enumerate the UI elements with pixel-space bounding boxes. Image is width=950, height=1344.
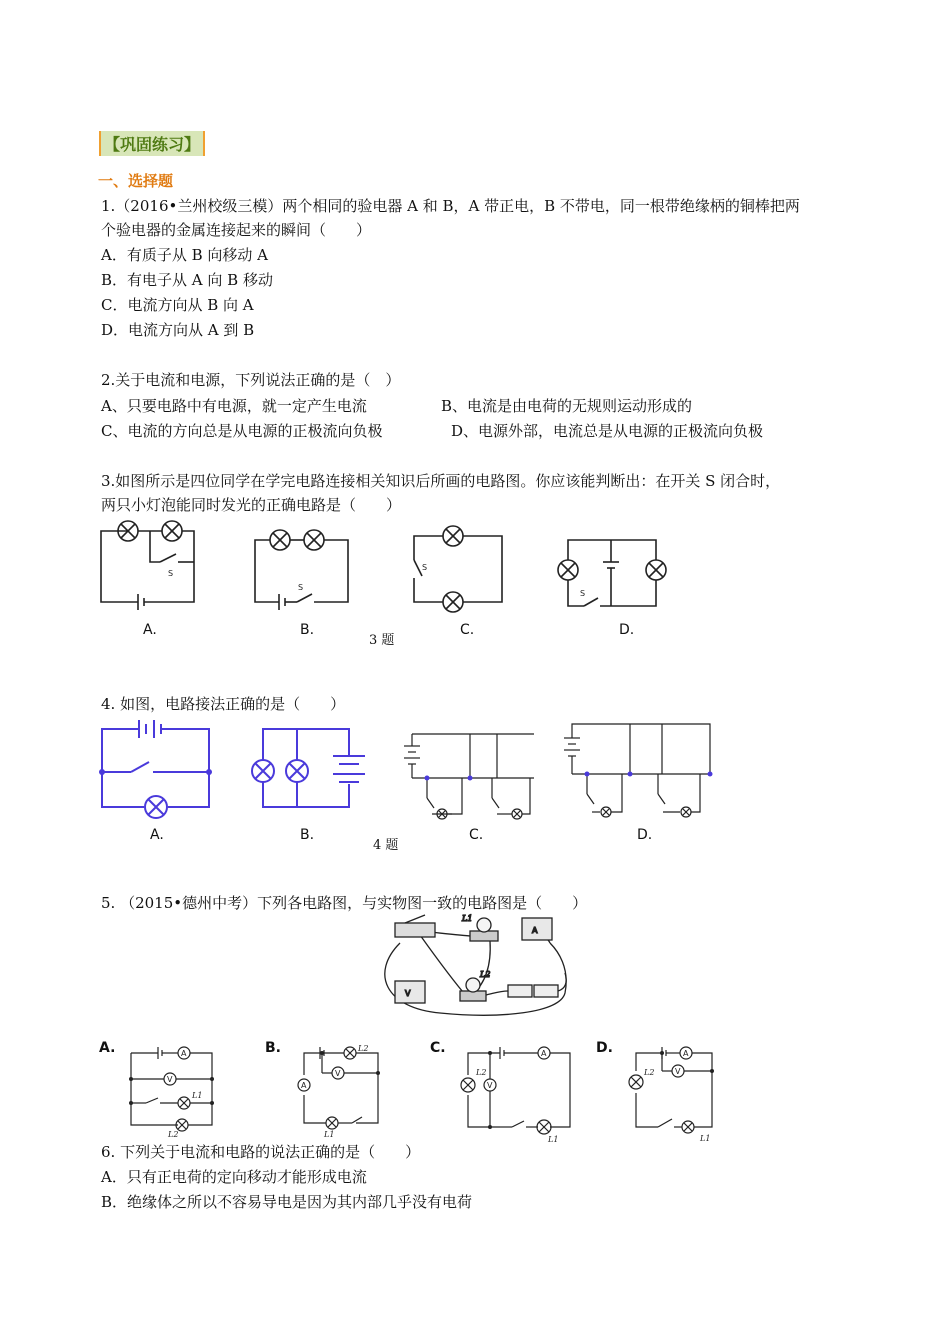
q3-circuit-c: [408, 518, 518, 608]
svg-text:L1: L1: [324, 1130, 335, 1139]
svg-text:L2: L2: [358, 1044, 369, 1053]
q3-label-b: B.: [300, 622, 315, 638]
q5-physical-circuit-illustration: [380, 913, 580, 1025]
q4-circuit-d: [562, 716, 717, 826]
svg-text:V: V: [335, 1069, 341, 1078]
svg-text:V: V: [675, 1067, 681, 1076]
section-tag: 【巩固练习】: [99, 131, 205, 156]
q3-label-a: A.: [143, 622, 157, 638]
svg-text:V: V: [487, 1081, 493, 1090]
q3-label-d: D.: [619, 622, 635, 638]
q4-label-c: C.: [469, 827, 484, 843]
svg-text:L1: L1: [548, 1135, 559, 1144]
svg-text:S: S: [580, 589, 586, 598]
q1-stem-line1: 1.（2016•兰州校级三模）两个相同的验电器 A 和 B，A 带正电，B 不带电，同一根带绝缘柄的铜棒把两: [101, 197, 800, 215]
q1-option-b: B．有电子从 A 向 B 移动: [101, 271, 273, 289]
q2-option-b: B、电流是由电荷的无规则运动形成的: [441, 397, 693, 415]
q4-figure-note: 4 题: [373, 838, 399, 853]
q4-label-a: A.: [150, 827, 164, 843]
svg-text:A: A: [532, 926, 538, 935]
q1-option-d: D．电流方向从 A 到 B: [101, 321, 255, 339]
svg-text:L2: L2: [644, 1068, 655, 1077]
q4-label-b: B.: [300, 827, 315, 843]
q4-circuit-c: [402, 726, 537, 826]
svg-text:L2: L2: [168, 1130, 179, 1139]
svg-text:L2: L2: [480, 970, 491, 979]
svg-text:L1: L1: [192, 1091, 203, 1100]
svg-text:S: S: [422, 563, 428, 572]
svg-text:S: S: [168, 569, 174, 578]
q2-option-a: A、只要电路中有电源，就一定产生电流: [101, 397, 367, 415]
q3-circuit-a: [98, 518, 208, 608]
q4-stem: 4. 如图，电路接法正确的是（ ）: [101, 695, 346, 713]
q4-circuit-a: [99, 716, 214, 816]
q5-label-a: A.: [99, 1040, 116, 1056]
q4-label-d: D.: [637, 827, 653, 843]
q6-option-b: B．绝缘体之所以不容易导电是因为其内部几乎没有电荷: [101, 1193, 473, 1211]
q5-label-b: B.: [265, 1040, 281, 1056]
q2-option-c: C、电流的方向总是从电源的正极流向负极: [101, 422, 383, 440]
q6-option-a: A．只有正电荷的定向移动才能形成电流: [101, 1168, 367, 1186]
q5-circuit-a: [128, 1045, 228, 1139]
q6-stem: 6. 下列关于电流和电路的说法正确的是（ ）: [101, 1143, 421, 1161]
q3-circuit-b: [252, 518, 362, 608]
q2-option-d: D、电源外部，电流总是从电源的正极流向负极: [451, 422, 764, 440]
svg-text:V: V: [167, 1075, 173, 1084]
q5-label-d: D.: [596, 1040, 613, 1056]
section-heading: 一、选择题: [98, 172, 174, 190]
svg-text:A: A: [301, 1081, 307, 1090]
q2-stem: 2.关于电流和电源，下列说法正确的是（ ）: [101, 371, 401, 389]
svg-text:L1: L1: [462, 914, 473, 923]
q3-circuit-d: [556, 518, 676, 608]
q3-stem-line2: 两只小灯泡能同时发光的正确电路是（ ）: [101, 496, 402, 514]
q5-label-c: C.: [430, 1040, 446, 1056]
q5-stem: 5. （2015•德州中考）下列各电路图，与实物图一致的电路图是（ ）: [101, 894, 588, 912]
svg-text:L1: L1: [700, 1134, 711, 1143]
svg-text:A: A: [541, 1049, 547, 1058]
q3-figure-note: 3 题: [369, 633, 395, 648]
q1-stem-line2: 个验电器的金属连接起来的瞬间（ ）: [101, 221, 372, 239]
svg-text:V: V: [405, 989, 411, 998]
svg-text:S: S: [298, 583, 304, 592]
q1-option-c: C．电流方向从 B 向 A: [101, 296, 254, 314]
q3-label-c: C.: [460, 622, 475, 638]
svg-text:A: A: [181, 1049, 187, 1058]
q5-circuit-c: [460, 1045, 580, 1144]
svg-text:L2: L2: [476, 1068, 487, 1077]
q1-option-a: A．有质子从 B 向移动 A: [101, 246, 268, 264]
q5-circuit-b: [296, 1044, 396, 1139]
q4-circuit-b: [247, 716, 362, 816]
q3-stem-line1: 3.如图所示是四位同学在学完电路连接相关知识后所画的电路图。你应该能判断出：在开关 S 闭合时，: [101, 472, 781, 490]
q5-circuit-d: [628, 1045, 728, 1143]
svg-text:A: A: [683, 1049, 689, 1058]
